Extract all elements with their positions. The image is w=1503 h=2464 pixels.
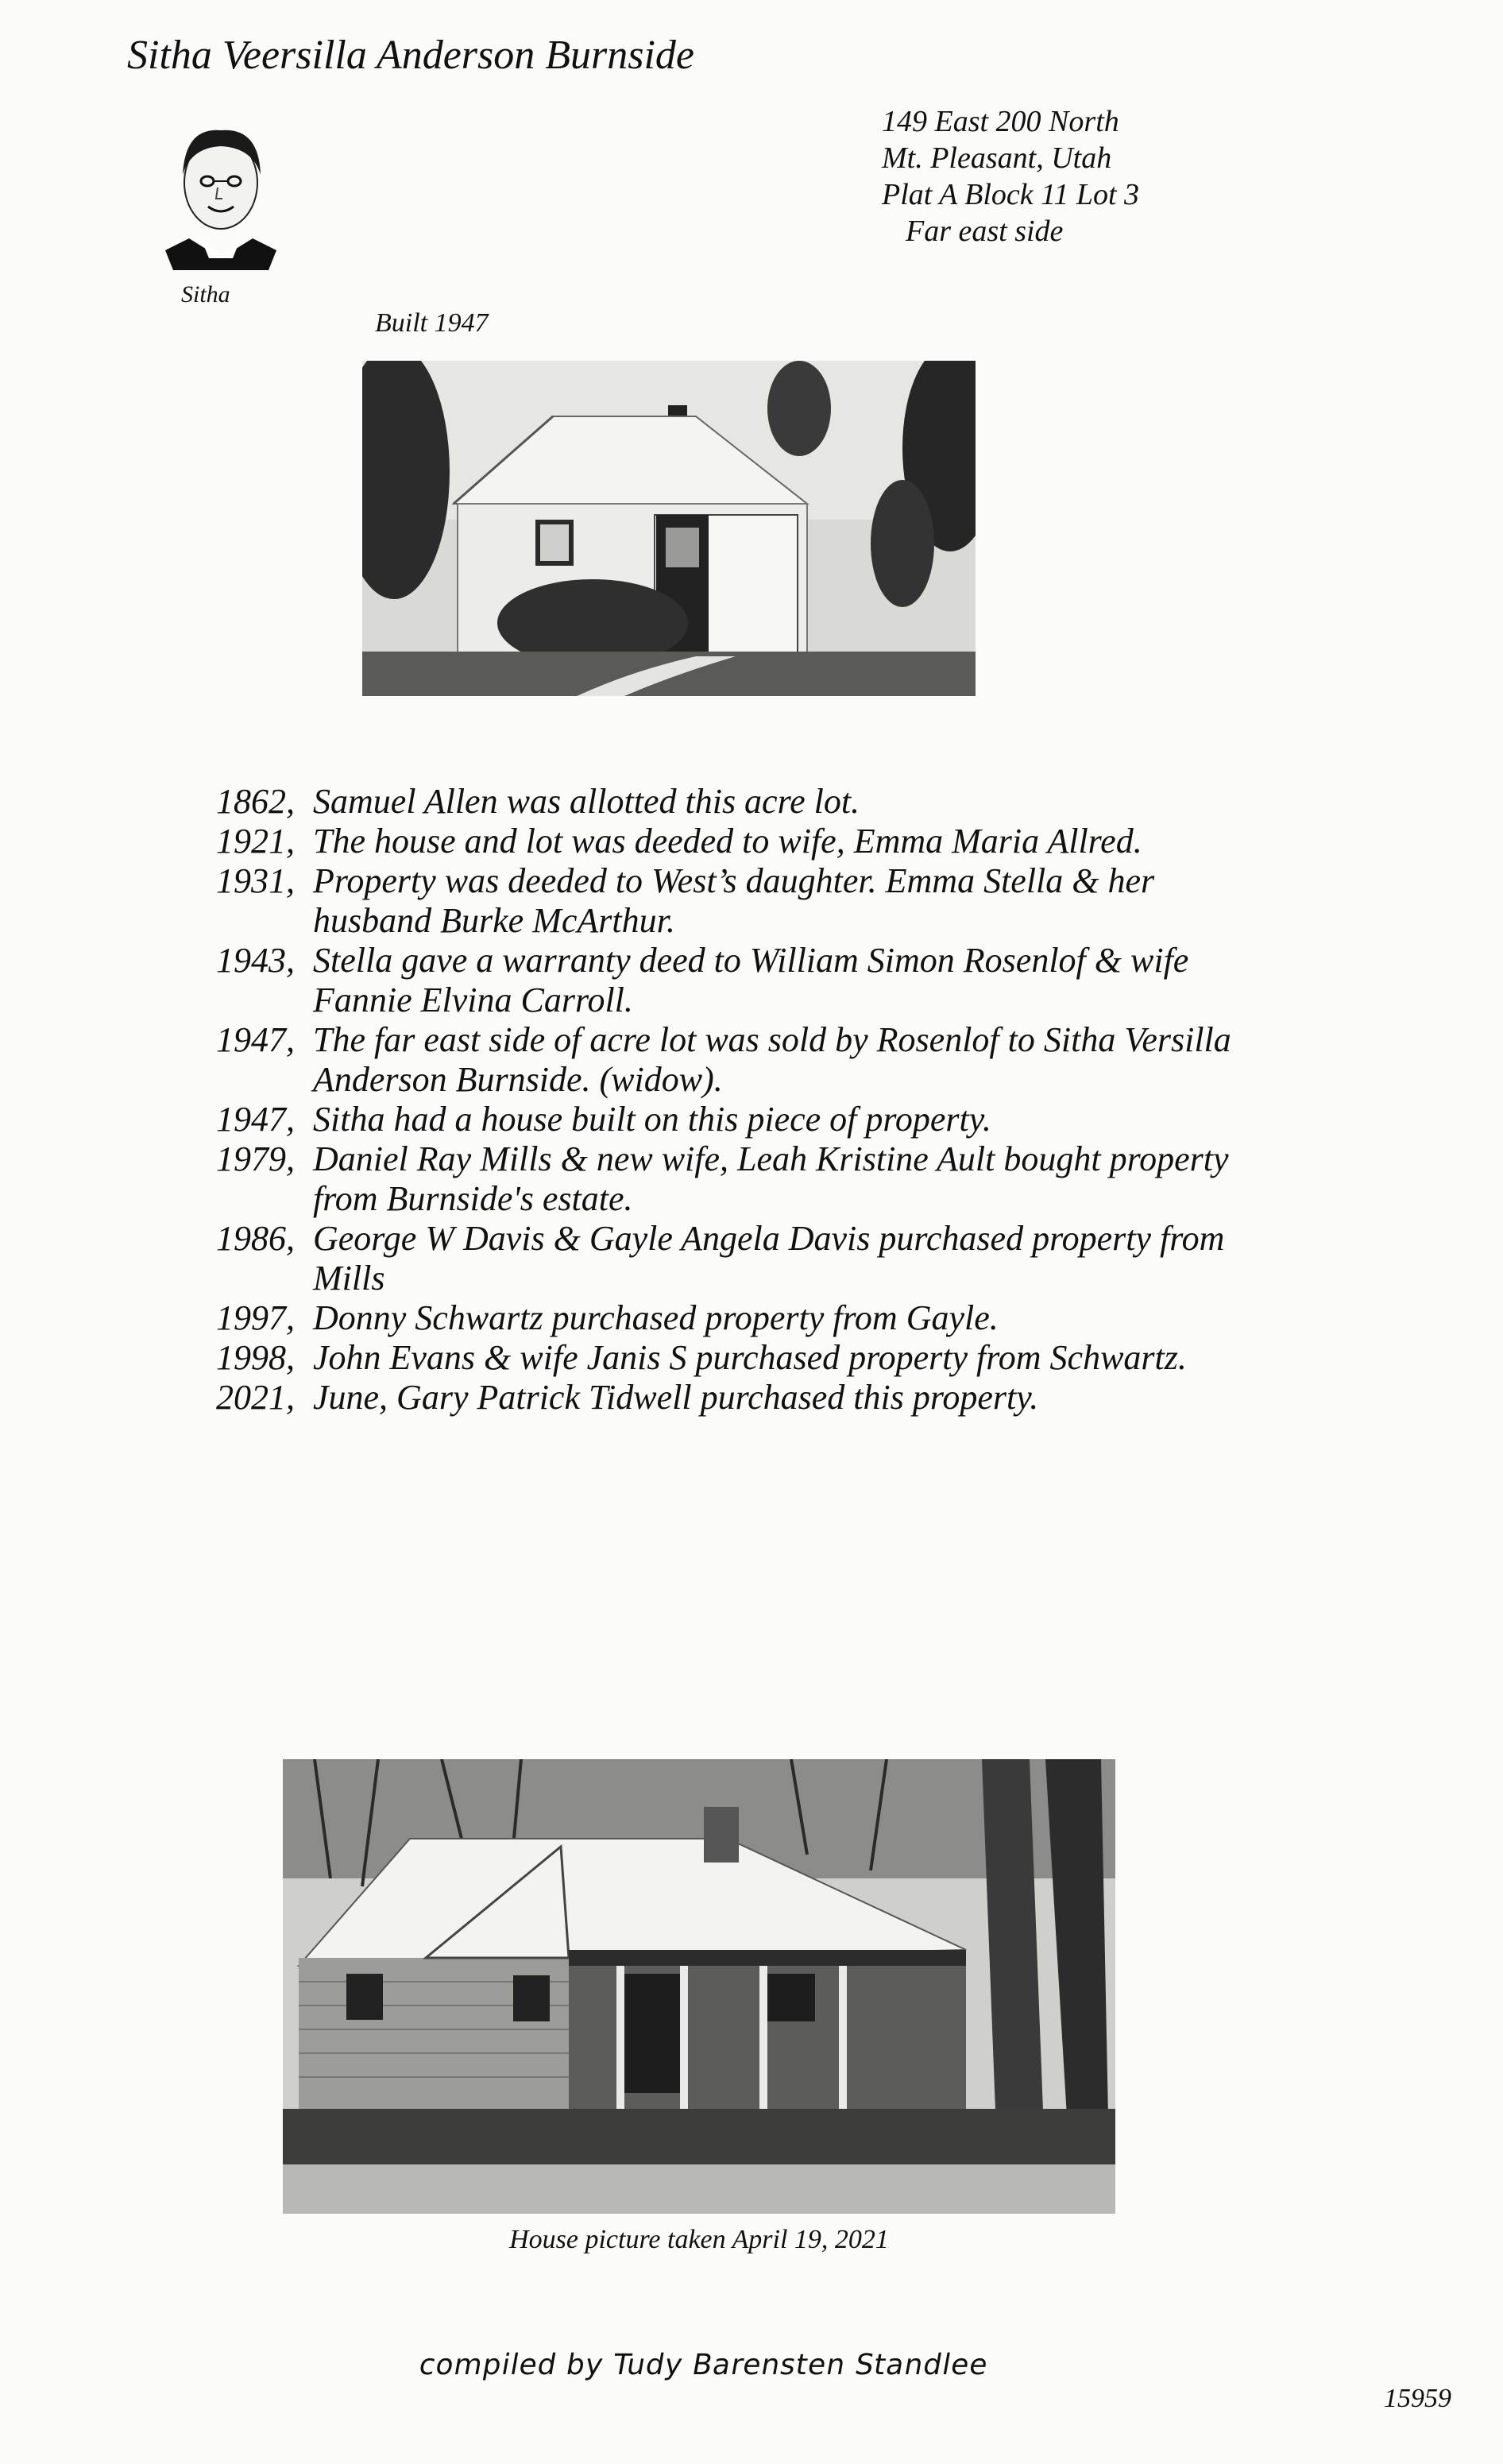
house-photo-1947 bbox=[362, 361, 976, 696]
address-block bbox=[882, 103, 1139, 249]
history-year: 1931, bbox=[216, 861, 295, 900]
history-year: 1947, bbox=[216, 1100, 295, 1139]
history-text: Stella gave a warranty deed to William Simon Rosenlof & wife Fannie Elvina Carroll. bbox=[313, 941, 1189, 1019]
history-text: Donny Schwartz purchased property from Gayle. bbox=[313, 1298, 999, 1337]
address-line: Far east side bbox=[906, 215, 1064, 248]
history-year: 1947, bbox=[216, 1020, 295, 1059]
history-text: Property was deeded to West’s daughter. Emma Stella & her husband Burke McArthur. bbox=[313, 861, 1155, 940]
history-year: 1998, bbox=[216, 1338, 295, 1377]
property-history bbox=[216, 782, 1249, 1418]
history-year: 2021, bbox=[216, 1378, 295, 1417]
history-year: 1979, bbox=[216, 1139, 295, 1178]
history-entry bbox=[216, 861, 1249, 941]
compiled-by: compiled by Tudy Barensten Standlee bbox=[416, 2349, 991, 2381]
history-text: Daniel Ray Mills & new wife, Leah Kristine Ault bought property from Burnside's estate. bbox=[313, 1139, 1229, 1218]
page-title: Sitha Veersilla Anderson Burnside bbox=[127, 33, 695, 78]
history-text: Samuel Allen was allotted this acre lot. bbox=[313, 782, 860, 821]
history-year: 1986, bbox=[216, 1219, 295, 1258]
history-text: The house and lot was deeded to wife, Emma Maria Allred. bbox=[313, 822, 1142, 861]
history-year: 1943, bbox=[216, 941, 295, 980]
built-label: Built 1947 bbox=[375, 308, 489, 338]
history-year: 1862, bbox=[216, 782, 295, 821]
history-text: The far east side of acre lot was sold by Rosenlof to Sitha Versilla Anderson Burnside. (widow). bbox=[313, 1020, 1231, 1099]
history-entry bbox=[216, 822, 1249, 861]
history-entry bbox=[216, 1298, 1249, 1338]
history-text: John Evans & wife Janis S purchased property from Schwartz. bbox=[313, 1338, 1187, 1377]
portrait-caption: Sitha bbox=[181, 281, 230, 308]
history-text: George W Davis & Gayle Angela Davis purchased property from Mills bbox=[313, 1219, 1225, 1298]
history-year: 1921, bbox=[216, 822, 295, 861]
history-text: Sitha had a house built on this piece of property. bbox=[313, 1100, 991, 1139]
history-year: 1997, bbox=[216, 1298, 295, 1337]
history-entry bbox=[216, 1219, 1249, 1298]
portrait-photo bbox=[157, 119, 284, 270]
address-line: Plat A Block 11 Lot 3 bbox=[882, 178, 1140, 211]
history-text: June, Gary Patrick Tidwell purchased this property. bbox=[313, 1378, 1039, 1417]
history-entry bbox=[216, 1338, 1249, 1378]
history-entry bbox=[216, 1139, 1249, 1219]
history-entry bbox=[216, 1020, 1249, 1100]
history-entry bbox=[216, 1378, 1249, 1418]
page-number: 15959 bbox=[1384, 2384, 1451, 2413]
address-line: 149 East 200 North bbox=[882, 105, 1119, 138]
photo-caption: House picture taken April 19, 2021 bbox=[509, 2225, 889, 2254]
history-entry bbox=[216, 782, 1249, 822]
history-entry bbox=[216, 941, 1249, 1020]
address-line: Mt. Pleasant, Utah bbox=[882, 141, 1112, 175]
house-photo-2021 bbox=[283, 1759, 1115, 2214]
history-entry bbox=[216, 1100, 1249, 1139]
